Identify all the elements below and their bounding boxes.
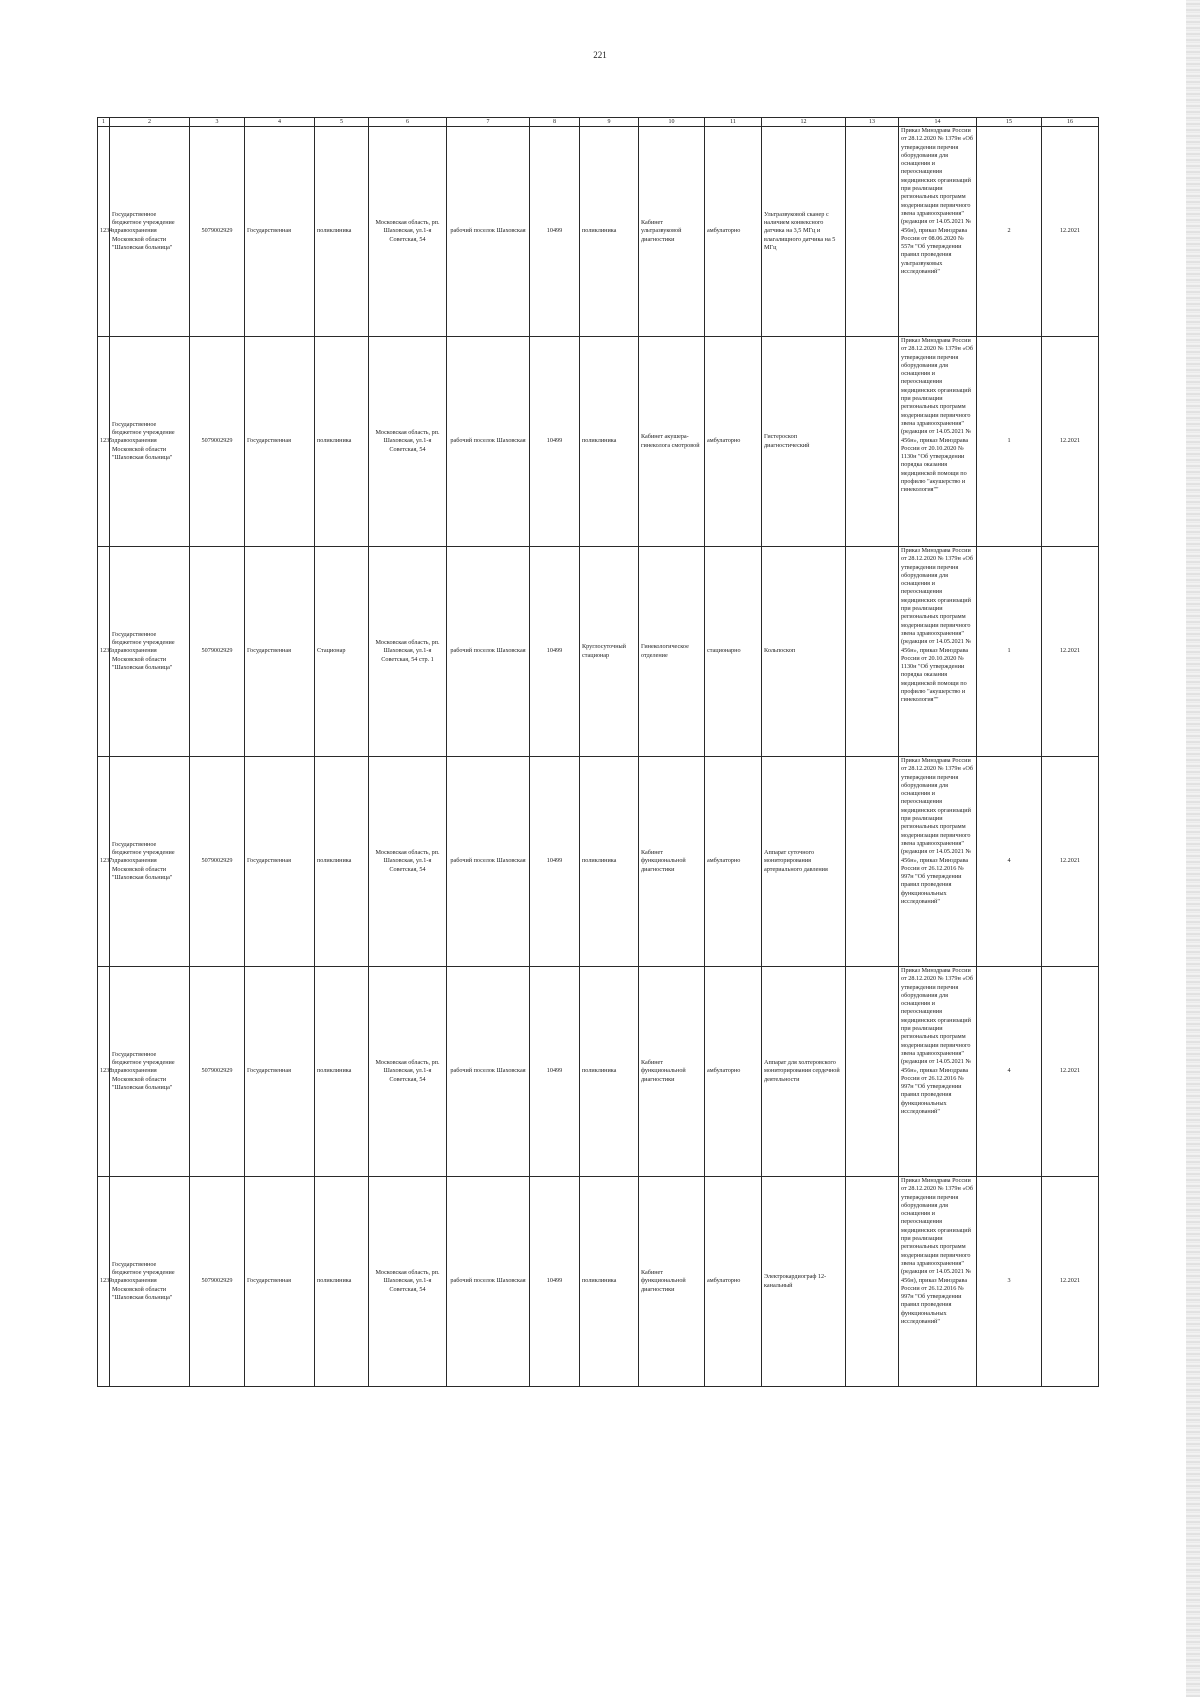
- registry-code: 5079002929: [190, 967, 245, 1177]
- equipment-name: Аппарат суточного мониторирования артериального давления: [762, 757, 846, 967]
- institution-name: Государственное бюджетное учреждение здравоохранения Московской области "Шаховская больница": [110, 1177, 190, 1387]
- quantity: 3: [977, 1177, 1042, 1387]
- legal-basis-text: Приказ Минздрава России от 28.12.2020 № 1379н «Об утверждении перечня оборудования для оснащения и переоснащения медицинских организаций при реализации региональных программ модернизации первичного звена здравоохранения"(редакция от 14.05.2021 № 456н», приказ Минздрава России от 26.12.2016 № 997н "Об утверждении правил проведения функциональных исследований": [901, 967, 974, 1116]
- location-index: 10499: [530, 127, 580, 337]
- column-number: 3: [190, 118, 245, 127]
- location-index: 10499: [530, 547, 580, 757]
- empty-cell: [846, 757, 899, 967]
- unit: поликлиника: [580, 757, 639, 967]
- institution-name: Государственное бюджетное учреждение здравоохранения Московской области "Шаховская больница": [110, 127, 190, 337]
- ownership-form: Государственная: [245, 127, 315, 337]
- ownership-form: Государственная: [245, 1177, 315, 1387]
- legal-basis-text: Приказ Минздрава России от 28.12.2020 № 1379н «Об утверждении перечня оборудования для оснащения и переоснащения медицинских организаций при реализации региональных программ модернизации первичного звена здравоохранения"(редакция от 14.05.2021 № 456н», приказ Минздрава России от 20.10.2020 № 1130н "Об утверждении порядка оказания медицинской помощи по профилю "акушерство и гинекология"": [901, 547, 974, 704]
- delivery-date: 12.2021: [1042, 967, 1099, 1177]
- column-number: 16: [1042, 118, 1099, 127]
- delivery-date: 12.2021: [1042, 1177, 1099, 1387]
- delivery-date: 12.2021: [1042, 127, 1099, 337]
- care-condition: стационарно: [705, 547, 762, 757]
- column-number: 8: [530, 118, 580, 127]
- column-number: 12: [762, 118, 846, 127]
- address: Московская область, рп. Шаховская, ул.1-я Советская, 54 стр. 1: [369, 547, 447, 757]
- column-number: 10: [639, 118, 705, 127]
- location-index: 10499: [530, 967, 580, 1177]
- quantity: 4: [977, 967, 1042, 1177]
- unit: поликлиника: [580, 337, 639, 547]
- settlement: рабочий поселок Шаховская: [447, 547, 530, 757]
- facility-type: поликлиника: [315, 1177, 369, 1387]
- quantity: 4: [977, 757, 1042, 967]
- location-index: 10499: [530, 1177, 580, 1387]
- column-number: 11: [705, 118, 762, 127]
- room: Гинекологическое отделение: [639, 547, 705, 757]
- location-index: 10499: [530, 757, 580, 967]
- row-number: 1239: [98, 1177, 110, 1387]
- address: Московская область, рп. Шаховская, ул.1-я Советская, 54: [369, 127, 447, 337]
- column-number: 6: [369, 118, 447, 127]
- equipment-name: Гистероскоп диагностический: [762, 337, 846, 547]
- scan-edge: [1186, 0, 1200, 1697]
- legal-basis: [899, 967, 977, 1177]
- care-condition: амбулаторно: [705, 967, 762, 1177]
- table-body: [98, 127, 1099, 1387]
- care-condition: амбулаторно: [705, 757, 762, 967]
- page-number: 221: [593, 50, 607, 60]
- unit: Круглосуточный стационар: [580, 547, 639, 757]
- ownership-form: Государственная: [245, 337, 315, 547]
- empty-cell: [846, 337, 899, 547]
- facility-type: Стационар: [315, 547, 369, 757]
- equipment-name: Аппарат для холтеровского мониторирования сердечной деятельности: [762, 967, 846, 1177]
- location-index: 10499: [530, 337, 580, 547]
- settlement: рабочий поселок Шаховская: [447, 337, 530, 547]
- quantity: 1: [977, 547, 1042, 757]
- table-row: [98, 127, 1099, 337]
- legal-basis: [899, 337, 977, 547]
- unit: поликлиника: [580, 127, 639, 337]
- settlement: рабочий поселок Шаховская: [447, 127, 530, 337]
- address: Московская область, рп. Шаховская, ул.1-я Советская, 54: [369, 1177, 447, 1387]
- row-number: 1238: [98, 967, 110, 1177]
- institution-name: Государственное бюджетное учреждение здравоохранения Московской области "Шаховская больница": [110, 337, 190, 547]
- institution-name: Государственное бюджетное учреждение здравоохранения Московской области "Шаховская больница": [110, 757, 190, 967]
- address: Московская область, рп. Шаховская, ул.1-я Советская, 54: [369, 757, 447, 967]
- facility-type: поликлиника: [315, 757, 369, 967]
- column-number: 7: [447, 118, 530, 127]
- legal-basis-text: Приказ Минздрава России от 28.12.2020 № 1379н «Об утверждении перечня оборудования для оснащения и переоснащения медицинских организаций при реализации региональных программ модернизации первичного звена здравоохранения"(редакция от 14.05.2021 № 456н», приказ Минздрава России от 20.10.2020 № 1130н "Об утверждении порядка оказания медицинской помощи по профилю "акушерство и гинекология"": [901, 337, 974, 494]
- quantity: 2: [977, 127, 1042, 337]
- column-number: 13: [846, 118, 899, 127]
- room: Кабинет ультразвуковой диагностики: [639, 127, 705, 337]
- room: Кабинет функциональной диагностики: [639, 967, 705, 1177]
- column-number: 15: [977, 118, 1042, 127]
- table-row: [98, 757, 1099, 967]
- column-number: 2: [110, 118, 190, 127]
- equipment-name: Ультразвуковой сканер с наличием конвексного датчика на 3,5 МГц и влагалищного датчика на 5 МГц: [762, 127, 846, 337]
- care-condition: амбулаторно: [705, 337, 762, 547]
- facility-type: поликлиника: [315, 337, 369, 547]
- empty-cell: [846, 1177, 899, 1387]
- delivery-date: 12.2021: [1042, 337, 1099, 547]
- ownership-form: Государственная: [245, 967, 315, 1177]
- room: Кабинет акушера-гинеколога смотровой: [639, 337, 705, 547]
- institution-name: Государственное бюджетное учреждение здравоохранения Московской области "Шаховская больница": [110, 547, 190, 757]
- column-number: 4: [245, 118, 315, 127]
- legal-basis-text: Приказ Минздрава России от 28.12.2020 № 1379н «Об утверждении перечня оборудования для оснащения и переоснащения медицинских организаций при реализации региональных программ модернизации первичного звена здравоохранения"(редакция от 14.05.2021 № 456н», приказ Минздрава России от 26.12.2016 № 997н "Об утверждении правил проведения функциональных исследований": [901, 757, 974, 906]
- unit: поликлиника: [580, 1177, 639, 1387]
- settlement: рабочий поселок Шаховская: [447, 967, 530, 1177]
- care-condition: амбулаторно: [705, 127, 762, 337]
- equipment-name: Кольпоскоп: [762, 547, 846, 757]
- delivery-date: 12.2021: [1042, 547, 1099, 757]
- table-row: [98, 967, 1099, 1177]
- empty-cell: [846, 967, 899, 1177]
- row-number: 1235: [98, 337, 110, 547]
- quantity: 1: [977, 337, 1042, 547]
- column-number: 9: [580, 118, 639, 127]
- row-number: 1237: [98, 757, 110, 967]
- facility-type: поликлиника: [315, 127, 369, 337]
- empty-cell: [846, 547, 899, 757]
- table-row: [98, 547, 1099, 757]
- ownership-form: Государственная: [245, 757, 315, 967]
- equipment-register-table: [97, 117, 1099, 1387]
- legal-basis: [899, 1177, 977, 1387]
- settlement: рабочий поселок Шаховская: [447, 1177, 530, 1387]
- column-number: 14: [899, 118, 977, 127]
- table-row: [98, 337, 1099, 547]
- room: Кабинет функциональной диагностики: [639, 1177, 705, 1387]
- ownership-form: Государственная: [245, 547, 315, 757]
- settlement: рабочий поселок Шаховская: [447, 757, 530, 967]
- registry-code: 5079002929: [190, 337, 245, 547]
- institution-name: Государственное бюджетное учреждение здравоохранения Московской области "Шаховская больница": [110, 967, 190, 1177]
- column-number-header: [98, 118, 1099, 127]
- row-number: 1236: [98, 547, 110, 757]
- registry-code: 5079002929: [190, 1177, 245, 1387]
- header-row: [98, 118, 1099, 127]
- unit: поликлиника: [580, 967, 639, 1177]
- delivery-date: 12.2021: [1042, 757, 1099, 967]
- legal-basis: [899, 757, 977, 967]
- column-number: 1: [98, 118, 110, 127]
- legal-basis-text: Приказ Минздрава России от 28.12.2020 № 1379н «Об утверждении перечня оборудования для оснащения и переоснащения медицинских организаций при реализации региональных программ модернизации первичного звена здравоохранения"(редакция от 14.05.2021 № 456н), приказ Минздрава России от 26.12.2016 № 997н "Об утверждении правил проведения функциональных исследований": [901, 1177, 974, 1326]
- table-row: [98, 1177, 1099, 1387]
- care-condition: амбулаторно: [705, 1177, 762, 1387]
- address: Московская область, рп. Шаховская, ул.1-я Советская, 54: [369, 337, 447, 547]
- address: Московская область, рп. Шаховская, ул.1-я Советская, 54: [369, 967, 447, 1177]
- empty-cell: [846, 127, 899, 337]
- facility-type: поликлиника: [315, 967, 369, 1177]
- registry-code: 5079002929: [190, 127, 245, 337]
- equipment-name: Электрокардиограф 12-канальный: [762, 1177, 846, 1387]
- column-number: 5: [315, 118, 369, 127]
- row-number: 1234: [98, 127, 110, 337]
- legal-basis: [899, 547, 977, 757]
- registry-code: 5079002929: [190, 547, 245, 757]
- legal-basis: [899, 127, 977, 337]
- legal-basis-text: Приказ Минздрава России от 28.12.2020 № 1379н «Об утверждении перечня оборудования для оснащения и переоснащения медицинских организаций при реализации региональных программ модернизации первичного звена здравоохранения"(редакция от 14.05.2021 № 456н), приказ Минздрава России от 08.06.2020 № 557н "Об утверждении правил проведения ультразвуковых исследований": [901, 127, 974, 276]
- room: Кабинет функциональной диагностики: [639, 757, 705, 967]
- registry-code: 5079002929: [190, 757, 245, 967]
